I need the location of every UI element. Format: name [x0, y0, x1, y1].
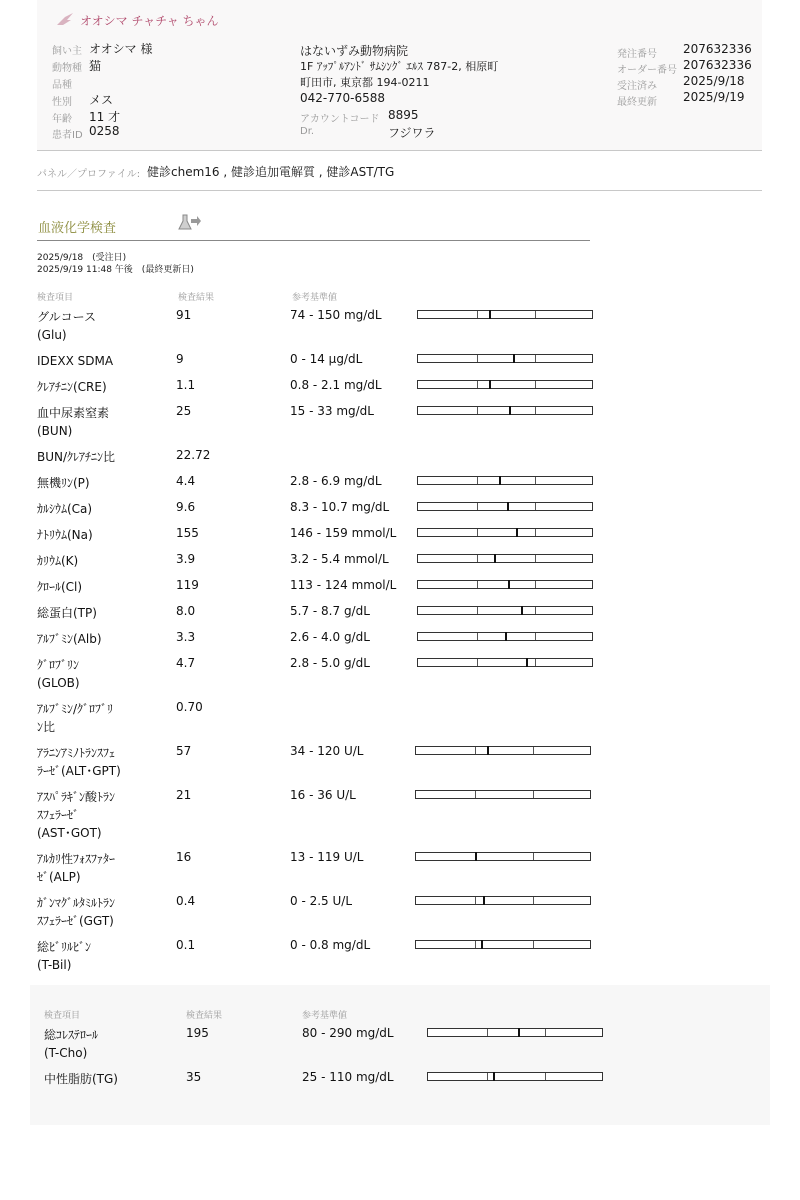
age-label: 年齢 [52, 114, 72, 125]
test-result: 22.72 [176, 448, 211, 462]
range-bar-divider [475, 747, 476, 754]
range-bar-divider [477, 581, 478, 588]
range-bar-divider [487, 1073, 488, 1080]
test-name-sub: ｽﾌｪﾗｰｾﾞ(GGT) [37, 914, 114, 928]
test-name-sub: (GLOB) [37, 676, 80, 690]
test-name: 総蛋白(TP) [37, 606, 97, 620]
age-value: 11 才 [89, 110, 121, 124]
account-code-value: 8895 [388, 108, 419, 122]
divider [37, 190, 762, 191]
range-bar-divider [535, 381, 536, 388]
panel-value: 健診chem16 , 健診追加電解質 , 健診AST/TG [147, 165, 395, 179]
range-bar [417, 528, 593, 537]
test-name: ﾅﾄﾘｳﾑ(Na) [37, 528, 93, 542]
range-bar-divider [535, 529, 536, 536]
test-name: ｶﾞﾝﾏｸﾞﾙﾀﾐﾙﾄﾗﾝ [37, 896, 116, 910]
test-name-sub: (T-Bil) [37, 958, 72, 972]
range-bar-divider [533, 897, 534, 904]
test-result: 119 [176, 578, 199, 592]
range-bar-divider [535, 659, 536, 666]
test-ref-range: 16 - 36 U/L [290, 788, 356, 802]
range-bar-divider [545, 1029, 546, 1036]
range-bar [417, 406, 593, 415]
range-bar [417, 354, 593, 363]
test-name: グルコース [37, 310, 97, 324]
test-ref-range: 2.8 - 5.0 g/dL [290, 656, 370, 670]
range-bar-divider [475, 791, 476, 798]
test-name: ｶﾙｼｳﾑ(Ca) [37, 502, 93, 516]
test-ref-range: 0.8 - 2.1 mg/dL [290, 378, 382, 392]
range-bar [415, 940, 591, 949]
range-bar-marker [516, 528, 518, 537]
sex-value: メス [89, 93, 114, 107]
range-bar-marker [494, 554, 496, 563]
test-name-sub: ｾﾞ(ALP) [37, 870, 81, 884]
test-name: 血中尿素窒素 [37, 406, 110, 420]
doctor-label: Dr. [300, 126, 315, 137]
test-name: ｱﾗﾆﾝｱﾐﾉﾄﾗﾝｽﾌｪ [37, 746, 116, 760]
test-result: 91 [176, 308, 192, 322]
test-ref-range: 5.7 - 8.7 g/dL [290, 604, 370, 618]
section-title: 血液化学検査 [38, 221, 117, 236]
range-bar-divider [475, 941, 476, 948]
range-bar-marker [507, 502, 509, 511]
range-bar-divider [487, 1029, 488, 1036]
range-bar-marker [499, 476, 501, 485]
range-bar-marker [489, 310, 491, 319]
range-bar-marker [526, 658, 528, 667]
test-ref-range: 74 - 150 mg/dL [290, 308, 382, 322]
patient-id-value: 0258 [89, 124, 120, 138]
test-name-sub: ﾝ比 [37, 720, 56, 734]
range-bar-divider [477, 555, 478, 562]
range-bar-divider [545, 1073, 546, 1080]
test-result: 1.1 [176, 378, 196, 392]
range-bar-divider [535, 607, 536, 614]
range-bar [417, 476, 593, 485]
test-name: ｸﾞﾛﾌﾞﾘﾝ [37, 658, 80, 672]
test-ref-range: 34 - 120 U/L [290, 744, 364, 758]
range-bar-divider [477, 659, 478, 666]
section-underline [37, 240, 590, 241]
range-bar-marker [487, 746, 489, 755]
patient-id-label: 患者ID [52, 130, 83, 141]
test-ref-range: 13 - 119 U/L [290, 850, 364, 864]
range-bar-divider [535, 581, 536, 588]
range-bar [417, 554, 593, 563]
range-bar [417, 580, 593, 589]
range-bar-divider [535, 407, 536, 414]
test-result: 0.4 [176, 894, 196, 908]
range-bar [417, 502, 593, 511]
col-header-result: 検査結果 [178, 293, 215, 303]
divider [37, 150, 762, 151]
owner-value: オオシマ 様 [89, 42, 153, 56]
clinic-address-2: 町田市, 東京都 194-0211 [300, 76, 430, 89]
updated-date: 2025/9/19 11:48 午後 (最終更新日) [37, 265, 194, 275]
col-header-ref: 参考基準値 [292, 293, 338, 303]
panel-label: パネル／プロファイル: [37, 169, 141, 180]
range-bar-divider [477, 355, 478, 362]
range-bar-divider [477, 633, 478, 640]
received-value: 2025/9/18 [683, 74, 745, 88]
owner-label: 飼い主 [52, 46, 82, 57]
test-name: ｶﾘｳﾑ(K) [37, 554, 79, 568]
range-bar-divider [535, 311, 536, 318]
lipid-ref-range: 80 - 290 mg/dL [302, 1026, 394, 1040]
lipid-col-header-item: 検査項目 [44, 1011, 81, 1021]
test-name-sub: (BUN) [37, 424, 73, 438]
order-no-value: 207632336 [683, 42, 752, 56]
pet-name: オオシマ チャチャ ちゃん [80, 14, 219, 28]
lipid-panel-bg [30, 985, 770, 1125]
clinic-address-1: 1F ｱｯﾌﾟﾙｱﾝﾄﾞ ｻﾑｼﾝｸﾞ ｴﾙｽ 787-2, 相原町 [300, 60, 499, 73]
col-header-item: 検査項目 [37, 293, 74, 303]
test-ref-range: 2.6 - 4.0 g/dL [290, 630, 370, 644]
lipid-ref-range: 25 - 110 mg/dL [302, 1070, 394, 1084]
range-bar [415, 790, 591, 799]
test-ref-range: 8.3 - 10.7 mg/dL [290, 500, 390, 514]
test-result: 25 [176, 404, 192, 418]
test-result: 3.9 [176, 552, 196, 566]
range-bar-marker [475, 852, 477, 861]
order-id-value: 207632336 [683, 58, 752, 72]
range-bar-marker [489, 380, 491, 389]
range-bar-divider [477, 529, 478, 536]
test-result: 4.4 [176, 474, 196, 488]
range-bar [417, 632, 593, 641]
lipid-result: 35 [186, 1070, 202, 1084]
range-bar [415, 896, 591, 905]
range-bar [417, 310, 593, 319]
test-ref-range: 3.2 - 5.4 mmol/L [290, 552, 389, 566]
updated-label: 最終更新 [617, 97, 657, 108]
test-result: 0.70 [176, 700, 203, 714]
test-ref-range: 146 - 159 mmol/L [290, 526, 397, 540]
range-bar [417, 606, 593, 615]
test-name-sub: (AST･GOT) [37, 826, 102, 840]
doctor-value: フジワラ [388, 126, 436, 140]
test-name: ｱﾙﾌﾞﾐﾝ(Alb) [37, 632, 102, 646]
range-bar-divider [477, 407, 478, 414]
received-date: 2025/9/18 (受注日) [37, 253, 127, 263]
lipid-col-header-ref: 参考基準値 [302, 1011, 348, 1021]
range-bar-divider [533, 747, 534, 754]
lipid-name: 中性脂肪(TG) [44, 1072, 118, 1086]
sex-label: 性別 [52, 97, 72, 108]
test-result: 155 [176, 526, 199, 540]
species-label: 動物種 [52, 63, 82, 74]
test-result: 3.3 [176, 630, 196, 644]
range-bar-marker [509, 406, 511, 415]
test-result: 8.0 [176, 604, 196, 618]
test-result: 9 [176, 352, 184, 366]
lipid-col-header-result: 検査結果 [186, 1011, 223, 1021]
test-ref-range: 0 - 2.5 U/L [290, 894, 353, 908]
account-code-label: アカウントコード [300, 114, 380, 125]
received-label: 受注済み [617, 81, 657, 92]
range-bar-divider [477, 477, 478, 484]
range-bar-divider [477, 381, 478, 388]
range-bar-divider [477, 503, 478, 510]
test-name-sub: ｽﾌｪﾗｰｾﾞ [37, 808, 80, 822]
range-bar-marker [483, 896, 485, 905]
range-bar-divider [533, 791, 534, 798]
species-value: 猫 [89, 59, 102, 73]
range-bar [415, 852, 591, 861]
range-bar-marker [505, 632, 507, 641]
range-bar-divider [535, 503, 536, 510]
range-bar [415, 746, 591, 755]
test-name: ｱﾙﾌﾞﾐﾝ/ｸﾞﾛﾌﾞﾘ [37, 702, 114, 716]
lipid-result: 195 [186, 1026, 209, 1040]
range-bar-divider [477, 311, 478, 318]
order-id-label: オーダー番号 [617, 65, 677, 76]
test-ref-range: 15 - 33 mg/dL [290, 404, 374, 418]
range-bar-divider [477, 607, 478, 614]
order-no-label: 発注番号 [617, 49, 657, 60]
range-bar-divider [535, 355, 536, 362]
test-ref-range: 113 - 124 mmol/L [290, 578, 397, 592]
range-bar [427, 1028, 603, 1037]
test-ref-range: 2.8 - 6.9 mg/dL [290, 474, 382, 488]
test-result: 4.7 [176, 656, 196, 670]
range-bar-marker [481, 940, 483, 949]
test-name: 無機ﾘﾝ(P) [37, 476, 90, 490]
range-bar [417, 658, 593, 667]
range-bar-marker [513, 354, 515, 363]
test-ref-range: 0 - 14 µg/dL [290, 352, 363, 366]
range-bar-marker [493, 1072, 495, 1081]
test-name: 総ﾋﾞﾘﾙﾋﾞﾝ [37, 940, 92, 954]
range-bar-divider [533, 941, 534, 948]
range-bar-divider [535, 477, 536, 484]
test-name: ｱﾙｶﾘ性ﾌｫｽﾌｧﾀｰ [37, 852, 116, 866]
range-bar-marker [508, 580, 510, 589]
range-bar-divider [533, 853, 534, 860]
test-name: IDEXX SDMA [37, 354, 114, 368]
lipid-name-sub: (T-Cho) [44, 1046, 88, 1060]
test-name: ｸﾚｱﾁﾆﾝ(CRE) [37, 380, 107, 394]
range-bar-divider [475, 897, 476, 904]
lipid-name: 総ｺﾚｽﾃﾛｰﾙ [44, 1028, 99, 1042]
clinic-phone: 042-770-6588 [300, 91, 386, 105]
range-bar [417, 380, 593, 389]
test-result: 21 [176, 788, 192, 802]
flask-icon [178, 213, 202, 233]
updated-value: 2025/9/19 [683, 90, 745, 104]
test-name: ｸﾛｰﾙ(Cl) [37, 580, 83, 594]
bird-logo-icon [55, 11, 75, 27]
range-bar-marker [518, 1028, 520, 1037]
test-result: 0.1 [176, 938, 196, 952]
test-name-sub: ﾗｰｾﾞ(ALT･GPT) [37, 764, 121, 778]
range-bar-divider [535, 633, 536, 640]
test-ref-range: 0 - 0.8 mg/dL [290, 938, 371, 952]
range-bar-divider [535, 555, 536, 562]
test-result: 16 [176, 850, 192, 864]
clinic-name: はないずみ動物病院 [300, 44, 409, 58]
test-name-sub: (Glu) [37, 328, 67, 342]
range-bar-marker [521, 606, 523, 615]
test-result: 9.6 [176, 500, 196, 514]
test-name: BUN/ｸﾚｱﾁﾆﾝ比 [37, 450, 116, 464]
test-name: ｱｽﾊﾟﾗｷﾞﾝ酸ﾄﾗﾝ [37, 790, 116, 804]
test-result: 57 [176, 744, 192, 758]
range-bar [427, 1072, 603, 1081]
breed-label: 品種 [52, 80, 72, 91]
